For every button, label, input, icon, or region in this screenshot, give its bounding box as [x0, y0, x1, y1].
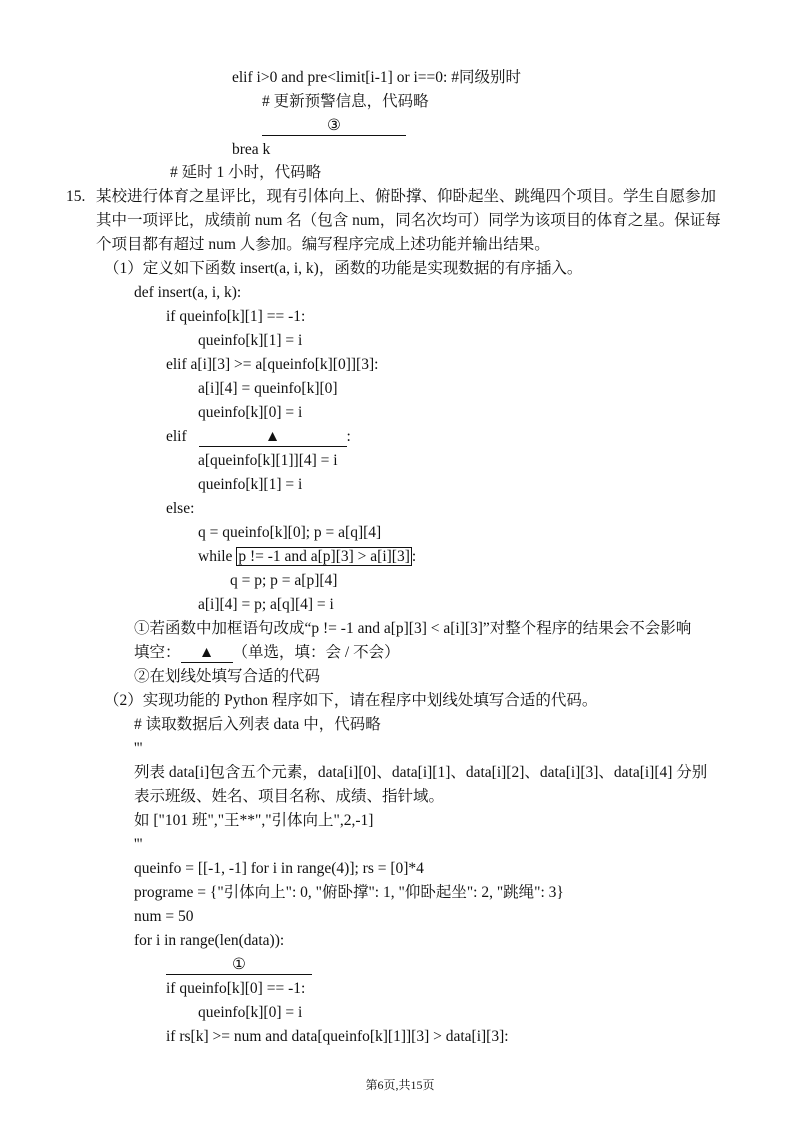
code-line: brea k [232, 141, 271, 158]
keyword: elif [166, 428, 187, 445]
code-line: else: [166, 500, 195, 517]
code-line: elif i>0 and pre<limit[i-1] or i==0: #同级别时 [232, 69, 521, 86]
code-line: queinfo[k][0] = i [198, 404, 303, 421]
docstring-line: 如 ["101 班","王**","引体向上",2,-1] [134, 812, 374, 829]
code-comment: # 更新预警信息，代码略 [262, 93, 429, 110]
colon: : [346, 428, 351, 445]
docstring-line: 列表 data[i]包含五个元素，data[i][0]、data[i][1]、data[i][2]、data[i][3]、data[i][4] 分别 [134, 764, 708, 781]
answer-blank-1[interactable] [166, 955, 312, 975]
sub-question-2: ②在划线处填写合适的代码 [134, 668, 321, 685]
docstring-line: 表示班级、姓名、项目名称、成绩、指针域。 [134, 788, 445, 805]
boxed-statement: p != -1 and a[p][3] > a[i][3] [238, 548, 410, 565]
code-line: q = p; p = a[p][4] [230, 572, 338, 589]
code-line: if rs[k] >= num and data[queinfo[k][1]][3] > data[i][3]: [166, 1028, 509, 1045]
blank-label: ③ [262, 117, 406, 136]
answer-blank-3[interactable] [262, 116, 406, 136]
code-line: ''' [134, 836, 143, 853]
page-footer: 第6页,共15页 [365, 1078, 435, 1092]
code-line: if queinfo[k][1] == -1: [166, 308, 306, 325]
code-line: a[i][4] = p; a[q][4] = i [198, 596, 334, 613]
code-line: queinfo[k][0] = i [198, 1004, 303, 1021]
code-line-elif-blank [166, 427, 351, 447]
code-comment: # 读取数据后入列表 data 中，代码略 [134, 716, 381, 733]
answer-blank-triangle[interactable]: ▲ [181, 644, 233, 663]
keyword: while [198, 548, 233, 565]
code-line: queinfo[k][1] = i [198, 332, 303, 349]
answer-blank-triangle[interactable]: ▲ [199, 428, 347, 447]
blank-label: ① [166, 956, 312, 975]
part-2-title: （2）实现功能的 Python 程序如下，请在程序中划线处填写合适的代码。 [104, 692, 598, 709]
code-line: for i in range(len(data)): [134, 932, 285, 949]
fill-suffix: （单选，填：会 / 不会） [232, 644, 400, 661]
code-line: elif a[i][3] >= a[queinfo[k][0]][3]: [166, 356, 379, 373]
colon: : [411, 548, 417, 565]
code-line: def insert(a, i, k): [134, 284, 242, 301]
code-line: q = queinfo[k][0]; p = a[q][4] [198, 524, 382, 541]
code-comment: # 延时 1 小时，代码略 [170, 164, 322, 181]
part-1-title: （1）定义如下函数 insert(a, i, k)，函数的功能是实现数据的有序插入。 [104, 260, 583, 277]
sub-question-1-fill [134, 643, 400, 663]
sub-question-1: ①若函数中加框语句改成“p != -1 and a[p][3] < a[i][3]”对整个程序的结果会不会影响 [134, 620, 692, 637]
code-line: programe = {"引体向上": 0, "俯卧撑": 1, "仰卧起坐": 2, "跳绳": 3} [134, 884, 564, 901]
code-line: queinfo = [[-1, -1] for i in range(4)]; rs = [0]*4 [134, 860, 424, 877]
code-line: if queinfo[k][0] == -1: [166, 980, 306, 997]
code-line: num = 50 [134, 908, 194, 925]
code-line-while-boxed [198, 547, 416, 567]
question-number: 15. [66, 188, 86, 205]
question-stem: 某校进行体育之星评比，现有引体向上、俯卧撑、仰卧起坐、跳绳四个项目。学生自愿参加 [96, 188, 717, 205]
code-line: a[queinfo[k][1]][4] = i [198, 452, 338, 469]
code-line: a[i][4] = queinfo[k][0] [198, 380, 338, 397]
code-line: queinfo[k][1] = i [198, 476, 303, 493]
code-line: ''' [134, 740, 143, 757]
question-stem: 个项目都有超过 num 人参加。编写程序完成上述功能并输出结果。 [96, 236, 550, 253]
question-stem: 其中一项评比，成绩前 num 名（包含 num，同名次均可）同学为该项目的体育之星。保证每 [96, 212, 721, 229]
fill-prefix: 填空： [134, 644, 181, 661]
